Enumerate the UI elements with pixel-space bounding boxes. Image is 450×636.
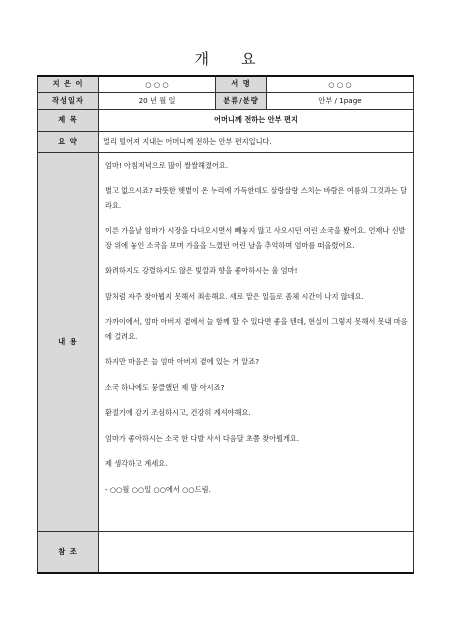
summary-value: 멀리 떨어져 지내는 어머니께 전하는 안부 편지입니다. (99, 131, 414, 152)
overview-form (37, 75, 414, 574)
reference-value (99, 531, 414, 573)
content-paragraph: 소국 하나에도 뭉클했던 제 맘 아시죠? (105, 382, 225, 392)
category-label: 분류/분량 (216, 92, 267, 109)
content-paragraph: 맘처럼 자주 찾아뵙지 못해서 죄송해요. 새로 맡은 일들로 좀체 시간이 나지 않네요. (105, 291, 364, 301)
content-body (99, 152, 414, 531)
page-title (0, 48, 450, 69)
content-paragraph: 가까이에서, 엄마 아버지 곁에서 늘 함께 할 수 있다면 좋을 텐데, 현실이 그렇지 못해서 못내 마음에 걸려요. (105, 317, 408, 341)
content-paragraph: 엄마! 아침저녁으로 많이 쌀쌀해졌어요. (105, 160, 229, 170)
content-paragraph: 이른 가을날 엄마가 시장을 다녀오시면서 빼놓지 않고 사오시던 여린 소국을 봤어요. 언제나 신발장 위에 놓인 소국을 보며 가을을 느꼈던 어린 날을 추억하며 엄마를 떠올렸어요. (105, 226, 406, 250)
content-label: 내 용 (38, 152, 99, 531)
page-title-first: 개 (194, 50, 209, 68)
content-paragraph: 환절기에 감기 조심하시고, 건강히 계셔야해요. (105, 408, 251, 417)
content-paragraph: 화려하지도 강렬하지도 않은 빛깔과 향을 좋아하시는 울 엄마! (105, 266, 298, 275)
content-paragraph: 엄마가 좋아하시는 소국 한 다발 사서 다음달 초쯤 찾아뵐게요. (105, 433, 300, 443)
page-title-second: 요 (241, 50, 256, 68)
signature-value: ○ ○ ○ (267, 76, 414, 92)
author-row (38, 76, 414, 92)
signature-label: 서 명 (216, 76, 267, 92)
reference-label: 참 조 (38, 531, 99, 573)
content-paragraph: 하지만 마음은 늘 엄마 아버지 곁에 있는 거 알죠? (105, 357, 260, 366)
date-value: 20 년 월 일 (99, 92, 216, 109)
content-paragraph: 별고 없으시죠? 따뜻한 햇볕이 온 누리에 가득한데도 살랑살랑 스치는 바람은 여름의 그것과는 달라요. (105, 186, 408, 210)
content-row (38, 152, 414, 531)
content-paragraph: - ○○월 ○○일 ○○에서 ○○드림. (105, 484, 211, 494)
subject-label: 제 목 (38, 109, 99, 131)
date-label: 작성일자 (38, 92, 99, 109)
content-paragraph: 제 생각하고 계세요. (105, 459, 168, 468)
subject-row (38, 109, 414, 131)
summary-label: 요 약 (38, 131, 99, 152)
summary-row (38, 131, 414, 152)
category-value: 안부 / 1page (267, 92, 414, 109)
author-value: ○ ○ ○ (99, 76, 216, 92)
author-label: 지 은 이 (38, 76, 99, 92)
subject-value: 어머니께 전하는 안부 편지 (99, 109, 414, 131)
reference-row (38, 531, 414, 573)
date-row (38, 92, 414, 109)
